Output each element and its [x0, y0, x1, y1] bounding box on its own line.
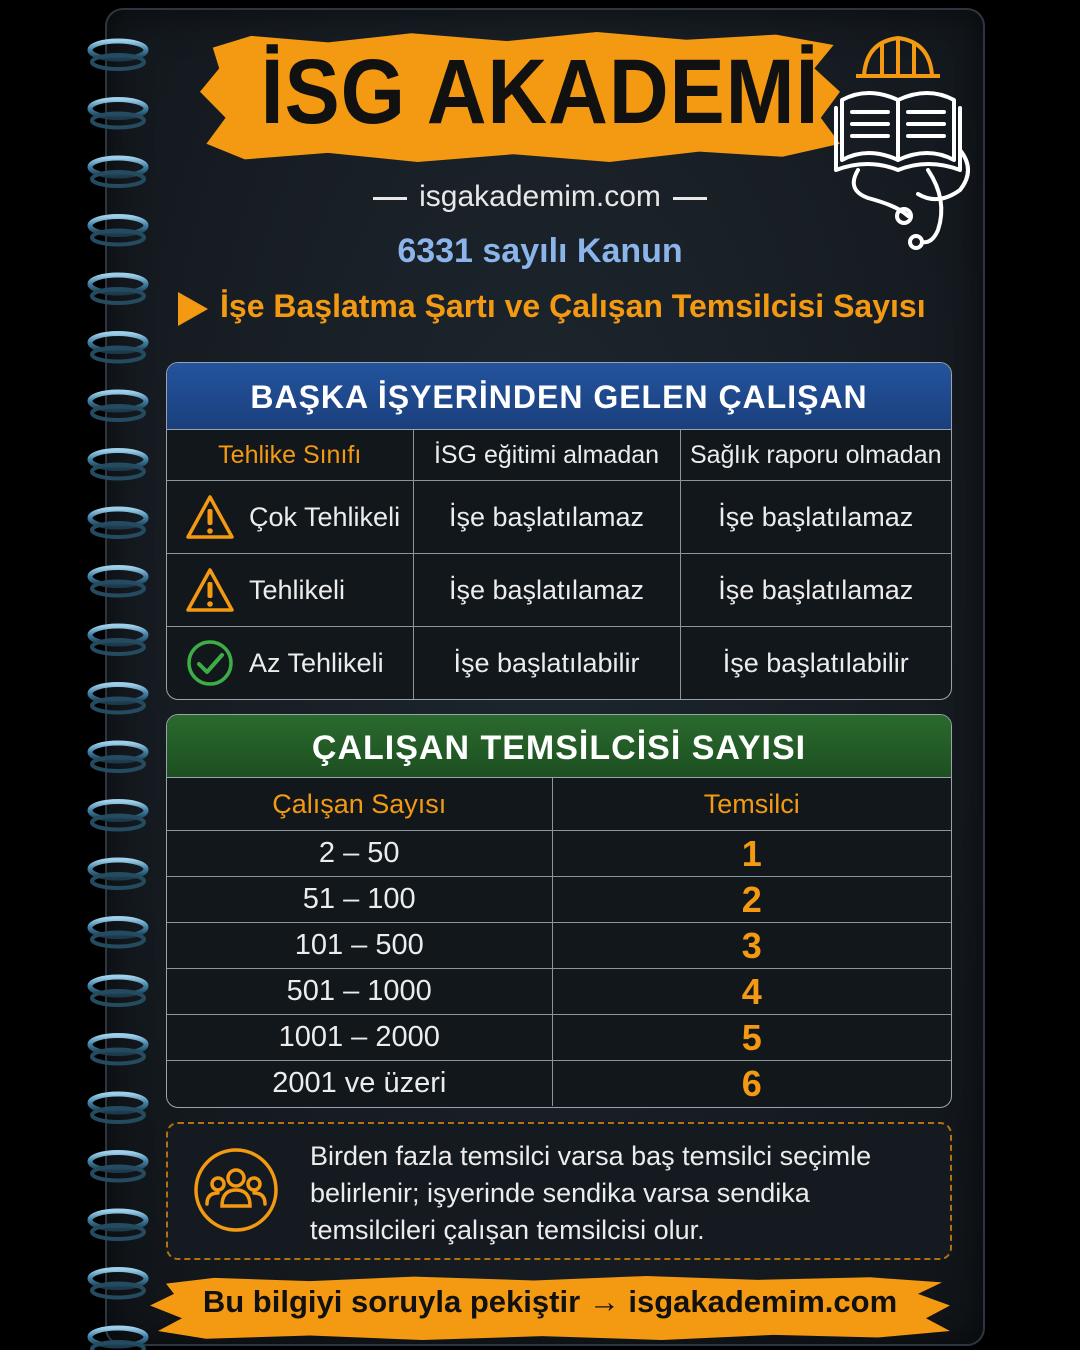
website-line [300, 180, 780, 214]
note-line-1: Birden fazla temsilci varsa baş temsilci seçimle [310, 1141, 872, 1171]
employee-range-cell: 501 – 1000 [167, 969, 552, 1015]
training-status-cell: İşe başlatılabilir [413, 627, 680, 700]
group-users-icon [192, 1146, 280, 1234]
representative-count-table [167, 778, 951, 1106]
table-row [167, 831, 951, 877]
hazard-class-cell [167, 554, 413, 627]
representative-count-cell: 3 [552, 923, 951, 969]
warning-icon [185, 494, 235, 540]
hazard-class-cell [167, 481, 413, 554]
training-status-cell: İşe başlatılamaz [413, 554, 680, 627]
page-subtitle [178, 288, 958, 326]
table-header-row [167, 778, 951, 831]
start-condition-heading: BAŞKA İŞYERİNDEN GELEN ÇALIŞAN [167, 363, 951, 430]
representative-count-cell: 2 [552, 877, 951, 923]
representative-count-heading: ÇALIŞAN TEMSİLCİSİ SAYISI [167, 715, 951, 778]
representative-count-cell: 5 [552, 1015, 951, 1061]
table-row [167, 481, 951, 554]
column-header-hazard-class: Tehlike Sınıfı [167, 430, 413, 481]
employee-range-cell: 2 – 50 [167, 831, 552, 877]
website-text[interactable]: isgakademim.com [419, 180, 661, 213]
check-circle-icon [185, 638, 235, 688]
health-status-cell: İşe başlatılabilir [680, 627, 951, 700]
column-header-health: Sağlık raporu olmadan [680, 430, 951, 481]
brand-title: İSG AKADEMİ [260, 41, 820, 143]
table-row [167, 1015, 951, 1061]
table-header-row [167, 430, 951, 481]
subtitle-text: İşe Başlatma Şartı ve Çalışan Temsilcisi Sayısı [220, 288, 926, 324]
training-status-cell: İşe başlatılamaz [413, 481, 680, 554]
dash-left [373, 197, 407, 200]
start-condition-table [167, 430, 951, 699]
law-name: 6331 sayılı Kanun [397, 232, 683, 270]
column-header-training: İSG eğitimi almadan [413, 430, 680, 481]
table-row [167, 877, 951, 923]
employee-range-cell: 51 – 100 [167, 877, 552, 923]
hazard-class-label: Çok Tehlikeli [249, 501, 401, 532]
hazard-class-label: Az Tehlikeli [249, 647, 384, 678]
note-line-3: temsilcileri çalışan temsilcisi olur. [310, 1215, 705, 1245]
column-header-employee-count: Çalışan Sayısı [167, 778, 552, 831]
representative-count-cell: 6 [552, 1061, 951, 1107]
dash-right [673, 197, 707, 200]
representative-count-cell: 1 [552, 831, 951, 877]
column-header-representative: Temsilci [552, 778, 951, 831]
table-row [167, 627, 951, 700]
note-text [310, 1138, 930, 1249]
info-note-box [166, 1122, 952, 1260]
employee-range-cell: 101 – 500 [167, 923, 552, 969]
note-line-2: belirlenir; işyerinde sendika varsa sendika [310, 1178, 810, 1208]
helmet-book-icon [828, 20, 978, 260]
table-row [167, 923, 951, 969]
health-status-cell: İşe başlatılamaz [680, 481, 951, 554]
footer-cta[interactable]: Bu bilgiyi soruyla pekiştir → isgakademim.com [202, 1284, 898, 1319]
representative-count-panel [166, 714, 952, 1108]
warning-icon [185, 567, 235, 613]
hazard-class-label: Tehlikeli [249, 574, 346, 605]
representative-count-cell: 4 [552, 969, 951, 1015]
hazard-class-cell [167, 627, 413, 700]
table-row [167, 969, 951, 1015]
start-condition-panel [166, 362, 952, 700]
play-arrow-icon [178, 292, 208, 326]
table-row [167, 1061, 951, 1107]
table-row [167, 554, 951, 627]
employee-range-cell: 2001 ve üzeri [167, 1061, 552, 1107]
employee-range-cell: 1001 – 2000 [167, 1015, 552, 1061]
health-status-cell: İşe başlatılamaz [680, 554, 951, 627]
